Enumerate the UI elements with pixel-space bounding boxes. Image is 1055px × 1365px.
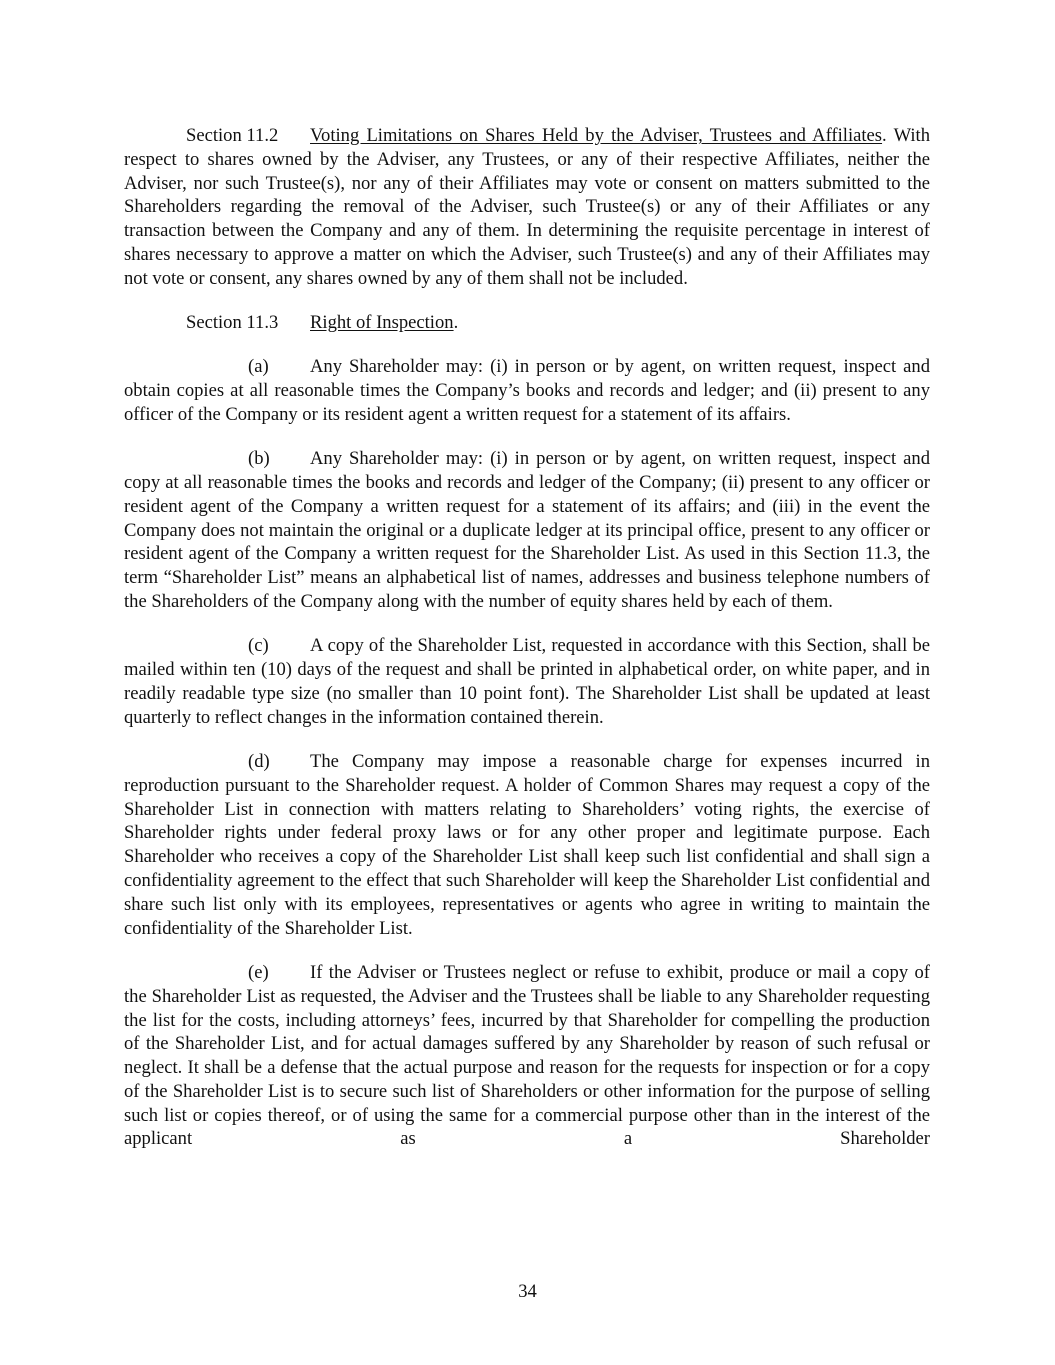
subsection-e — [124, 961, 930, 1151]
subsection-text: The Company may impose a reasonable charge for expenses incurred in reproduction pursuant to the Shareholder request. A holder of Common Shares may request a copy of the Shareholder List in connection with matters relating to Shareholders’ voting rights, the exercise of Shareholder rights under federal proxy laws or for any other proper and legitimate purpose. Each Shareholder who receives a copy of the Shareholder List shall keep such list confidential and shall sign a confidentiality agreement to the effect that such Shareholder will keep the Shareholder List confidential and share such list only with its employees, representatives or agents who agree in writing to maintain the confidentiality of the Shareholder List. — [124, 751, 930, 939]
subsection-text: If the Adviser or Trustees neglect or refuse to exhibit, produce or mail a copy of the Shareholder List as requested, the Adviser and the Trustees shall be liable to any Shareholder requesting the list for the costs, including attorneys’ fees, incurred by that Shareholder for compelling the production of the Shareholder List, and for actual damages suffered by any Shareholder by reason of such refusal or neglect. It shall be a defense that the actual purpose and reason for the requests for inspection or for a copy of the Shareholder List is to secure such list of Shareholders or other information for the purpose of selling such list or copies thereof, or of using the same for a commercial purpose other than in the interest of the applicant as a Shareholder — [124, 961, 930, 1150]
section-body: With respect to shares owned by the Adviser, any Trustees, or any of their respective Affiliates, neither the Adviser, nor such Trustee(s), nor any of their Affiliates may vote or consent on matters submitted to the Shareholders regarding the removal of the Adviser, such Trustee(s) or any of their Affiliates or any transaction between the Company and any of them. In determining the requisite percentage in interest of shares necessary to approve a matter on which the Adviser, such Trustee(s) and any of their Affiliates may not vote or consent, any shares owned by any of them shall not be included. — [124, 125, 930, 289]
section-title-period: . — [882, 125, 887, 146]
subsection-label: (b) — [248, 448, 270, 470]
subsection-label: (a) — [248, 356, 269, 378]
subsection-d — [124, 750, 930, 940]
subsection-c — [124, 634, 930, 729]
subsection-b — [124, 447, 930, 614]
section-number: Section 11.2 — [186, 125, 279, 146]
subsection-label: (e) — [248, 961, 269, 983]
section-title: Voting Limitations on Shares Held by the Adviser, Trustees and Affiliates — [310, 125, 883, 146]
section-number: Section 11.3 — [186, 312, 279, 334]
page-number: 34 — [518, 1281, 537, 1302]
subsection-text: Any Shareholder may: (i) in person or by agent, on written request, inspect and obtain copies at all reasonable times the Company’s books and records and ledger; and (ii) present to any officer of the Company or its resident agent a written request for a statement of its affairs. — [124, 356, 930, 425]
document-page — [124, 124, 930, 1172]
subsection-text: A copy of the Shareholder List, requested in accordance with this Section, shall be mailed within ten (10) days of the request and shall be printed in alphabetical order, on white paper, and in readily readable type size (no smaller than 10 point font). The Shareholder List shall be updated at least quarterly to reflect changes in the information contained therein. — [124, 635, 930, 728]
subsection-text: Any Shareholder may: (i) in person or by agent, on written request, inspect and copy at all reasonable times the books and records and ledger of the Company; (ii) present to any officer or resident agent of the Company a written request for a statement of its affairs; and (iii) in the event the Company does not maintain the original or a duplicate ledger at its principal office, present to any officer or resident agent of the Company a written request for the Shareholder List. As used in this Section 11.3, the term “Shareholder List” means an alphabetical list of names, addresses and business telephone numbers of the Shareholders of the Company along with the number of equity shares held by each of them. — [124, 448, 930, 613]
section-11-2-paragraph — [124, 124, 930, 291]
subsection-a — [124, 355, 930, 426]
section-11-3-heading — [124, 311, 930, 335]
subsection-label: (c) — [248, 635, 269, 657]
section-title-period: . — [453, 312, 459, 334]
section-title: Right of Inspection — [310, 312, 454, 334]
subsection-label: (d) — [248, 751, 270, 773]
